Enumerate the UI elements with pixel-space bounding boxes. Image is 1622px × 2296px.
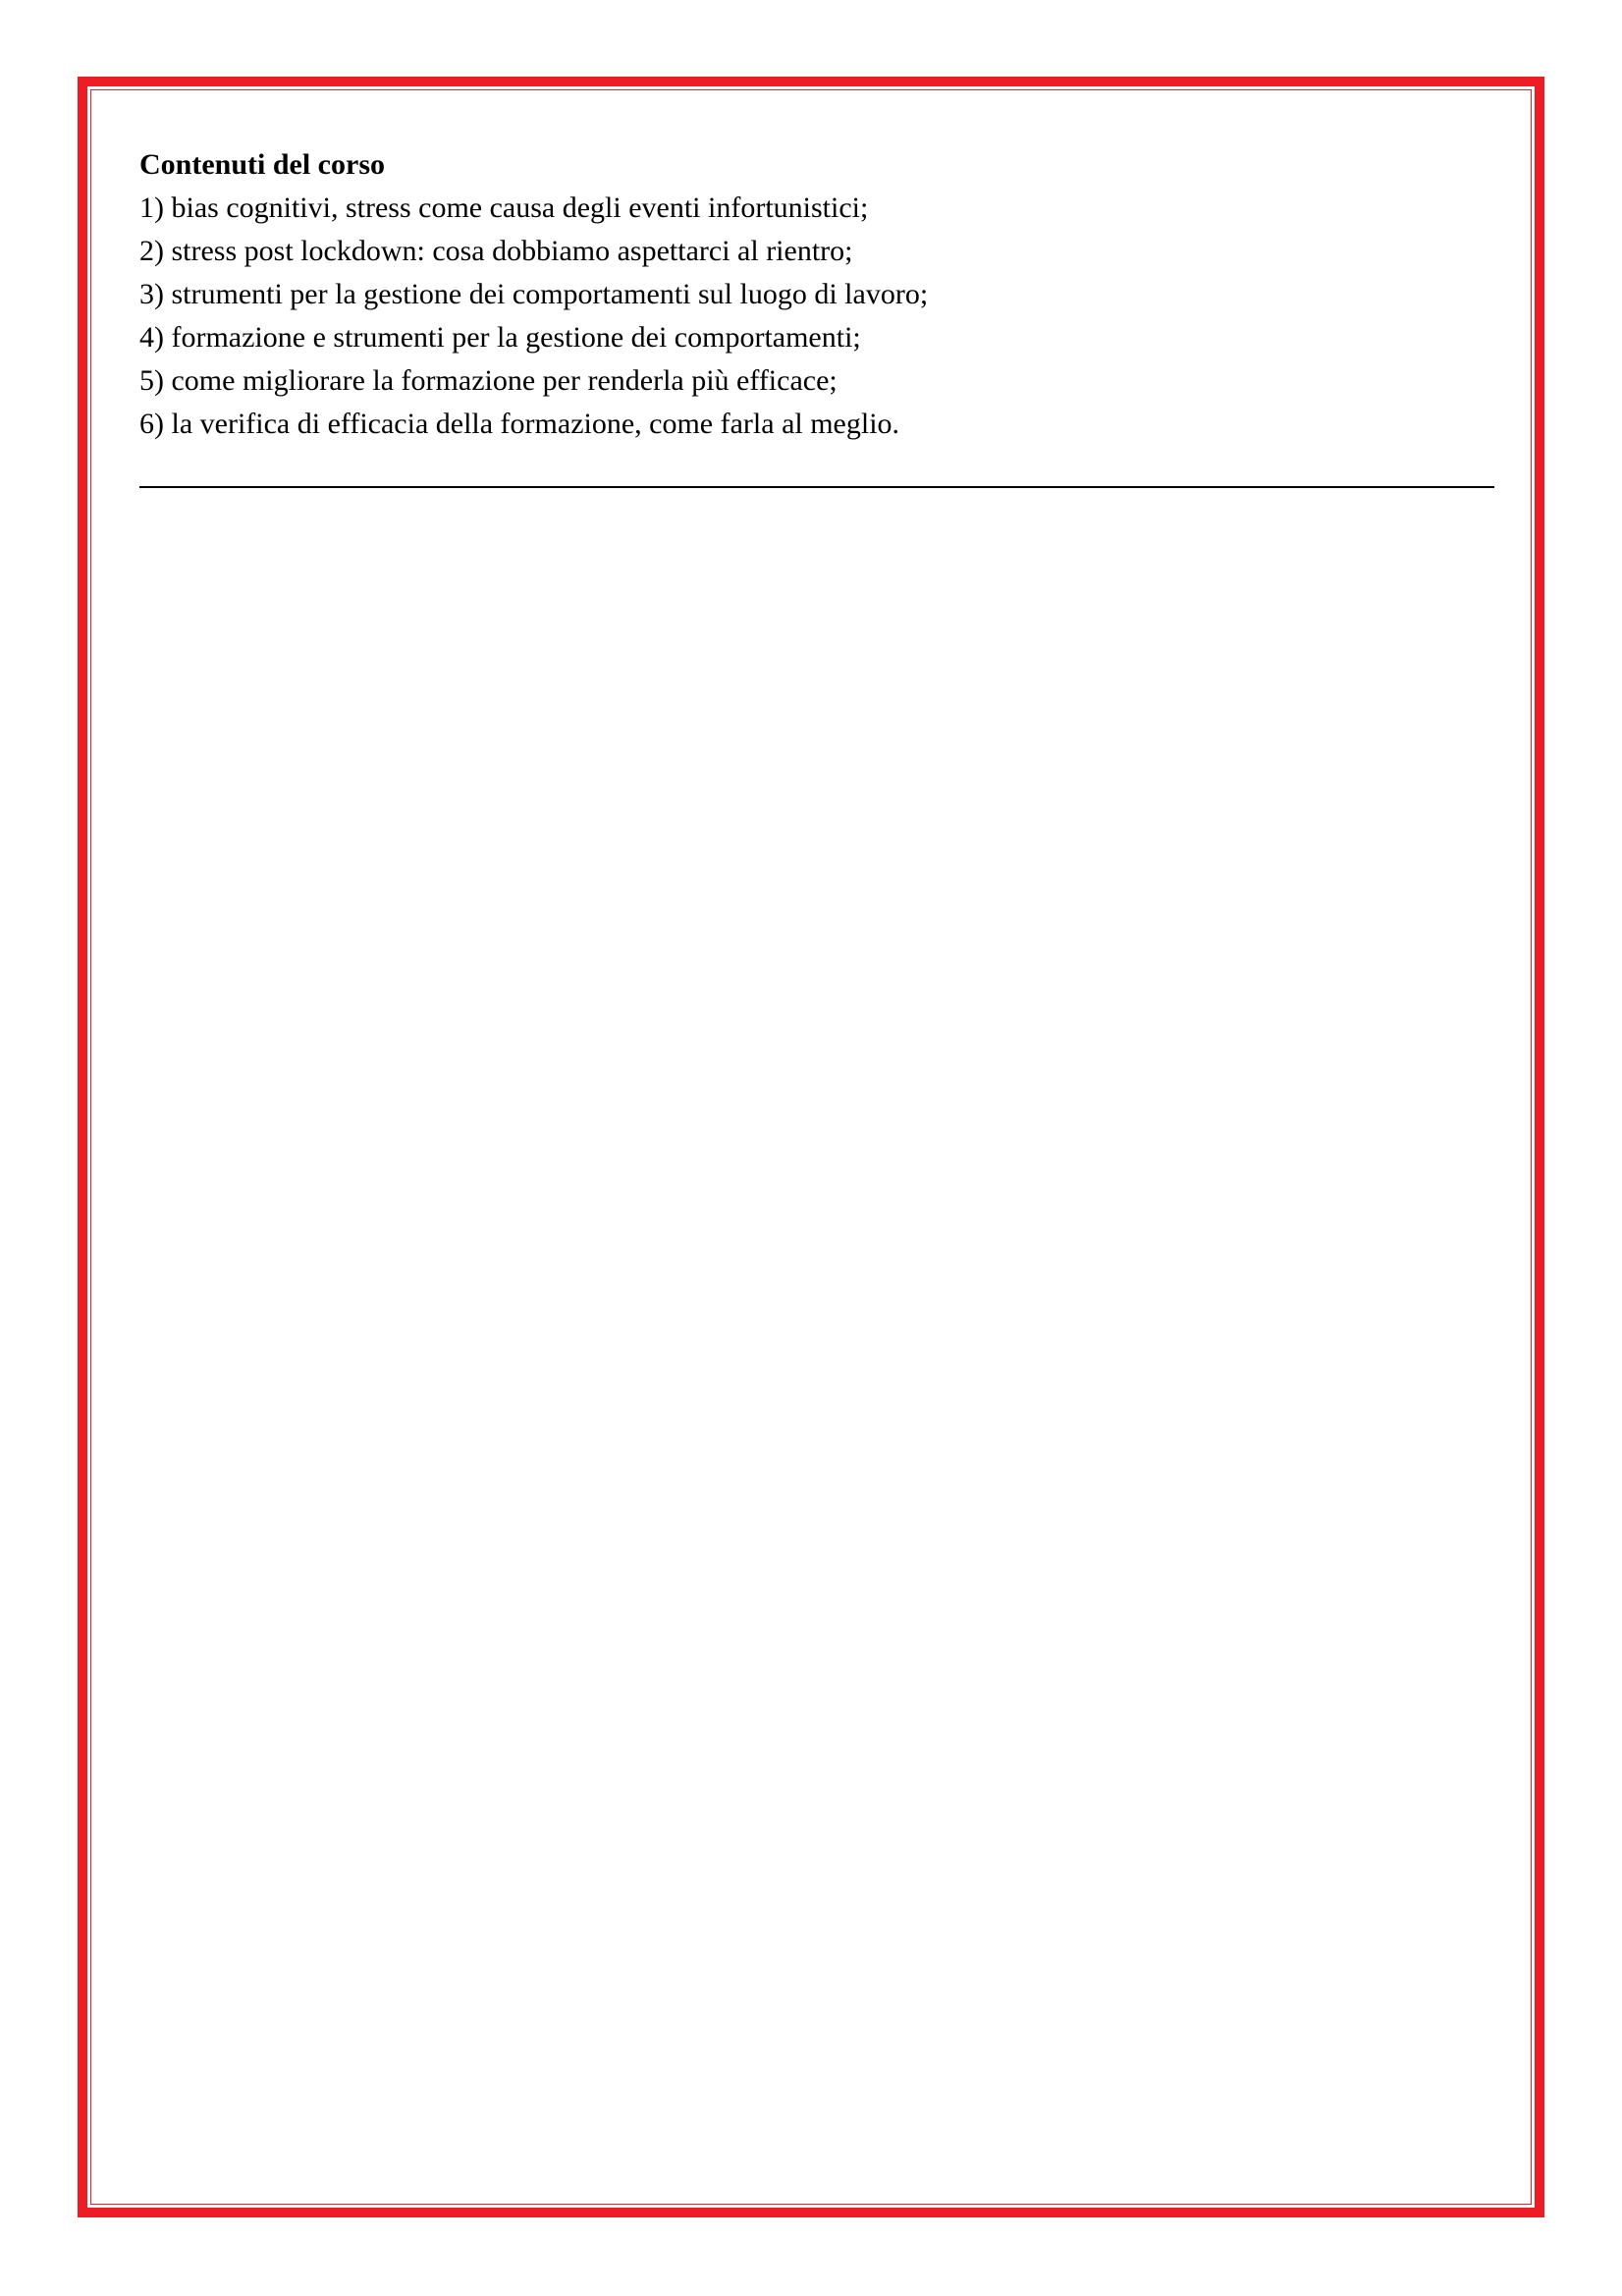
- list-item: 3) strumenti per la gestione dei comportamenti sul luogo di lavoro;: [139, 278, 929, 310]
- course-contents-list: [139, 187, 1494, 446]
- list-item: 4) formazione e strumenti per la gestione dei comportamenti;: [139, 321, 861, 354]
- course-contents-section: [139, 143, 1494, 446]
- horizontal-divider: [139, 486, 1494, 488]
- list-item: 5) come migliorare la formazione per renderla più efficace;: [139, 364, 838, 397]
- list-item: 2) stress post lockdown: cosa dobbiamo aspettarci al rientro;: [139, 235, 853, 267]
- list-item: 6) la verifica di efficacia della formazione, come farla al meglio.: [139, 408, 900, 440]
- list-item: 1) bias cognitivi, stress come causa degli eventi infortunistici;: [139, 191, 869, 224]
- section-heading: Contenuti del corso: [139, 148, 385, 181]
